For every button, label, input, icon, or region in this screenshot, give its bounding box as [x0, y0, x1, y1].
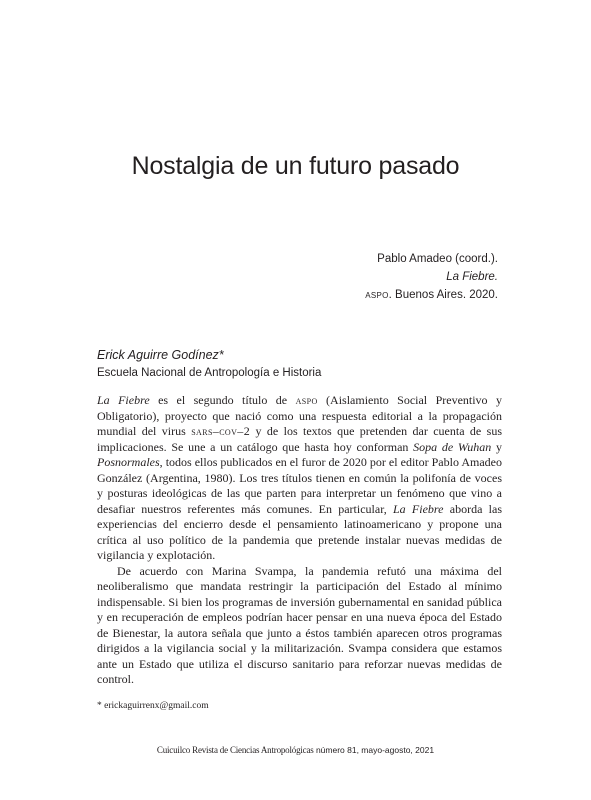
smallcaps-run: sars–cov–2: [191, 424, 251, 438]
italic-run: Sopa de Wuhan: [413, 439, 492, 454]
italic-run: La Fiebre: [97, 393, 150, 407]
book-reference: [365, 250, 498, 304]
author-name: Erick Aguirre Godínez*: [97, 348, 224, 362]
body-paragraph-1: [97, 393, 502, 564]
reference-publisher-rest: . Buenos Aires. 2020.: [388, 289, 498, 301]
text-run: y: [491, 439, 503, 454]
smallcaps-run: aspo: [295, 393, 318, 407]
reference-publisher-acronym: aspo: [365, 289, 389, 301]
author-affiliation: Escuela Nacional de Antropología e Historia: [97, 367, 322, 379]
page-footer: [0, 744, 591, 756]
italic-run: La Fiebre: [392, 501, 444, 516]
author-block: [97, 346, 321, 382]
text-run: (Aislamiento Social Preventivo y Obligatorio), proyecto que nació como una respuesta editorial a la propagación mundial del virus: [97, 393, 502, 438]
footnote-email: * erickaguirrenx@gmail.com: [97, 701, 209, 711]
text-run: aborda las experiencias del encierro desde el pensamiento latinoamericano y propone una crítica al uso político de la pandemia que pretende instalar nuevas medidas de vigilancia y explotación.: [97, 501, 503, 562]
text-run: De acuerdo con Marina Svampa, la pandemia refutó una máxima del neoliberalismo que mandata restringir la participación del Estado al mínimo indispensable. Si bien los programas de inversión gubernamental en sanidad pública y en recuperación de empleos podrían hacer pensar en una nueva época del Estado de Bienestar, la autora señala que junto a éstos también aparecen otros programas dirigidos a la vigilancia social y la militarización. Svampa considera que estamos ante un Estado que utiliza el discurso sanitario para reforzar nuevas medidas de control.: [97, 563, 502, 686]
review-title: Nostalgia de un futuro pasado: [131, 152, 460, 180]
body-paragraph-2: [97, 564, 502, 688]
body-text: [97, 393, 502, 688]
footer-journal-name: Cuicuilco Revista de Ciencias Antropológicas: [156, 745, 314, 755]
text-run: , todos ellos publicados en el furor de 2020 por el editor Pablo Amadeo González (Argentina, 1980). Los tres títulos tienen en común la polifonía de voces y posturas ideológicas de las que parten para interpretar un fenómeno que vino a desafiar nuestros referentes más comunes. En particular,: [97, 455, 502, 516]
reference-book-title: La Fiebre.: [446, 271, 498, 283]
text-run: y de los textos que pretenden dar cuenta de sus implicaciones. Se une a un catálogo que hasta hoy conforman: [97, 424, 502, 454]
text-run: es el segundo título de: [149, 393, 296, 407]
italic-run: Posnormales: [97, 455, 160, 469]
reference-editor: Pablo Amadeo (coord.).: [377, 253, 498, 265]
footer-issue: número 81, mayo-agosto, 2021: [313, 745, 435, 755]
reference-publisher: [365, 286, 498, 304]
